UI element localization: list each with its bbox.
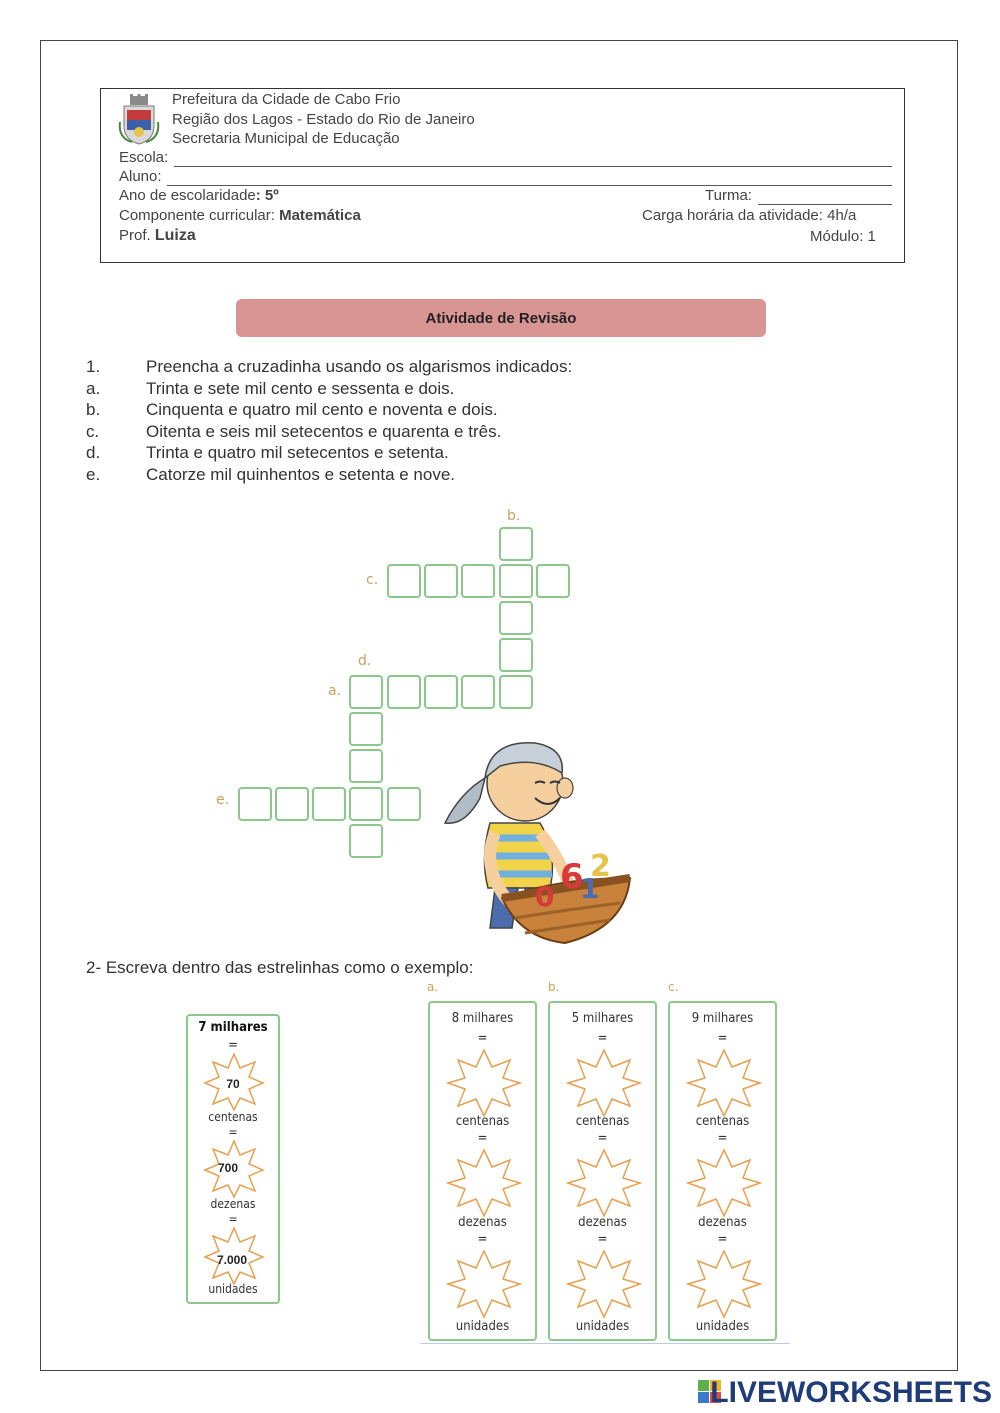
example-value-1: 70	[226, 1077, 240, 1091]
header-line-1: Prefeitura da Cidade de Cabo Frio	[172, 91, 401, 108]
componente-line	[119, 207, 361, 225]
crossword-cell[interactable]	[387, 787, 421, 821]
crossword-cell[interactable]	[424, 675, 458, 709]
crossword-cell[interactable]	[349, 824, 383, 858]
boy-with-basket-illustration	[440, 738, 635, 953]
card-title: 9 milhares	[691, 1011, 754, 1026]
card-letter-c: c.	[668, 980, 679, 994]
label-dezenas: dezenas	[578, 1215, 627, 1230]
crossword-cell[interactable]	[461, 675, 495, 709]
equals-sign: =	[597, 1131, 608, 1146]
turma-label: Turma:	[705, 187, 752, 204]
exercise-card-b	[548, 1001, 657, 1341]
crossword-cell[interactable]	[349, 675, 383, 709]
example-value-2: 700	[217, 1161, 239, 1175]
star-answer-unidades[interactable]	[566, 1249, 642, 1319]
crossword-cell[interactable]	[499, 527, 533, 561]
equals-sign: =	[717, 1031, 728, 1046]
equals-sign: =	[228, 1125, 238, 1139]
q1-item-text: Oitenta e seis mil setecentos e quarenta e três.	[146, 422, 502, 441]
q2-text: 2- Escreva dentro das estrelinhas como o exemplo:	[86, 958, 474, 977]
star-answer-centenas[interactable]	[446, 1048, 522, 1118]
star-answer-dezenas[interactable]	[686, 1148, 762, 1218]
example-card	[186, 1014, 280, 1304]
prof-line	[119, 227, 196, 245]
label-unidades: unidades	[208, 1282, 258, 1296]
equals-sign: =	[717, 1232, 728, 1247]
componente-value: Matemática	[279, 207, 361, 224]
label-centenas: centenas	[208, 1110, 258, 1124]
label-unidades: unidades	[575, 1319, 630, 1334]
label-dezenas: dezenas	[698, 1215, 747, 1230]
label-unidades: unidades	[455, 1319, 510, 1334]
label-unidades: unidades	[695, 1319, 750, 1334]
q1-item-text: Catorze mil quinhentos e setenta e nove.	[146, 465, 456, 484]
star-answer-unidades[interactable]	[446, 1249, 522, 1319]
exercise-card-a	[428, 1001, 537, 1341]
example-title: 7 milhares	[198, 1020, 268, 1035]
crossword-cell[interactable]	[349, 712, 383, 746]
crossword-cell[interactable]	[275, 787, 309, 821]
label-centenas: centenas	[455, 1114, 510, 1129]
q1-item-text: Trinta e sete mil cento e sessenta e dois.	[146, 379, 455, 398]
carga-horaria: Carga horária da atividade: 4h/a	[642, 207, 857, 224]
escola-field-line[interactable]	[174, 166, 892, 167]
turma-field-line[interactable]	[758, 204, 892, 205]
equals-sign: =	[477, 1031, 488, 1046]
header-line-2: Região dos Lagos - Estado do Rio de Janeiro	[172, 111, 475, 128]
card-title: 8 milhares	[451, 1011, 514, 1026]
crossword-cell[interactable]	[499, 564, 533, 598]
exercise-card-c	[668, 1001, 777, 1341]
card-letter-a: a.	[427, 980, 439, 994]
modulo: Módulo: 1	[810, 228, 876, 245]
label-dezenas: dezenas	[458, 1215, 507, 1230]
svg-text:1: 1	[580, 872, 600, 905]
prof-label: Prof.	[119, 227, 155, 244]
ano-label: Ano de escolaridade	[119, 187, 256, 204]
componente-label: Componente curricular:	[119, 207, 280, 224]
coat-of-arms-logo	[118, 92, 160, 146]
header-line-3: Secretaria Municipal de Educação	[172, 130, 400, 147]
star-answer-dezenas[interactable]	[566, 1148, 642, 1218]
crossword-cell[interactable]	[238, 787, 272, 821]
crossword-cell[interactable]	[499, 638, 533, 672]
card-title: 5 milhares	[571, 1011, 634, 1026]
q1-item-text: Cinquenta e quatro mil cento e noventa e dois.	[146, 400, 498, 419]
equals-sign: =	[477, 1232, 488, 1247]
q1-item-letter: e.	[86, 465, 101, 484]
equals-sign: =	[228, 1038, 238, 1053]
label-centenas: centenas	[695, 1114, 750, 1129]
q1-item-letter: c.	[86, 422, 100, 441]
ano-value: : 5º	[255, 187, 279, 204]
card-letter-b: b.	[548, 980, 560, 994]
crossword-cell[interactable]	[424, 564, 458, 598]
star-answer-centenas[interactable]	[686, 1048, 762, 1118]
star-answer-dezenas[interactable]	[446, 1148, 522, 1218]
example-value-3: 7.000	[216, 1253, 248, 1267]
equals-sign: =	[477, 1131, 488, 1146]
escola-label: Escola:	[119, 149, 169, 166]
star-answer-centenas[interactable]	[566, 1048, 642, 1118]
crossword-cell[interactable]	[536, 564, 570, 598]
crossword-cell[interactable]	[387, 564, 421, 598]
crossword-cell[interactable]	[387, 675, 421, 709]
q1-item-text: Trinta e quatro mil setecentos e setenta.	[146, 443, 449, 462]
equals-sign: =	[597, 1232, 608, 1247]
crossword-cell[interactable]	[349, 787, 383, 821]
clue-label-e: e.	[216, 792, 230, 808]
svg-text:2: 2	[590, 849, 611, 884]
clue-label-b: b.	[507, 508, 521, 524]
svg-text:6: 6	[560, 857, 584, 897]
clue-label-d: d.	[358, 653, 372, 669]
q1-item-letter: a.	[86, 379, 101, 398]
prof-value: Luiza	[154, 227, 196, 244]
crossword-cell[interactable]	[349, 749, 383, 783]
divider	[420, 1343, 790, 1344]
clue-label-c: c.	[366, 572, 379, 588]
activity-title-banner: Atividade de Revisão	[236, 299, 766, 337]
ano-line	[119, 187, 279, 205]
equals-sign: =	[597, 1031, 608, 1046]
equals-sign: =	[228, 1212, 238, 1226]
aluno-field-line[interactable]	[167, 185, 892, 186]
star-answer-unidades[interactable]	[686, 1249, 762, 1319]
svg-text:0: 0	[535, 880, 555, 913]
label-centenas: centenas	[575, 1114, 630, 1129]
clue-label-a: a.	[328, 683, 342, 699]
crossword-cell[interactable]	[499, 675, 533, 709]
crossword-cell[interactable]	[461, 564, 495, 598]
q1-number: 1.	[86, 357, 101, 376]
aluno-label: Aluno:	[119, 168, 162, 185]
label-dezenas: dezenas	[210, 1197, 256, 1211]
equals-sign: =	[717, 1131, 728, 1146]
q1-text: Preencha a cruzadinha usando os algarismos indicados:	[146, 357, 573, 376]
q1-item-letter: b.	[86, 400, 101, 419]
crossword-cell[interactable]	[312, 787, 346, 821]
q1-item-letter: d.	[86, 443, 101, 462]
crossword-cell[interactable]	[499, 601, 533, 635]
liveworksheets-watermark: LIVEWORKSHEETS	[710, 1376, 992, 1409]
